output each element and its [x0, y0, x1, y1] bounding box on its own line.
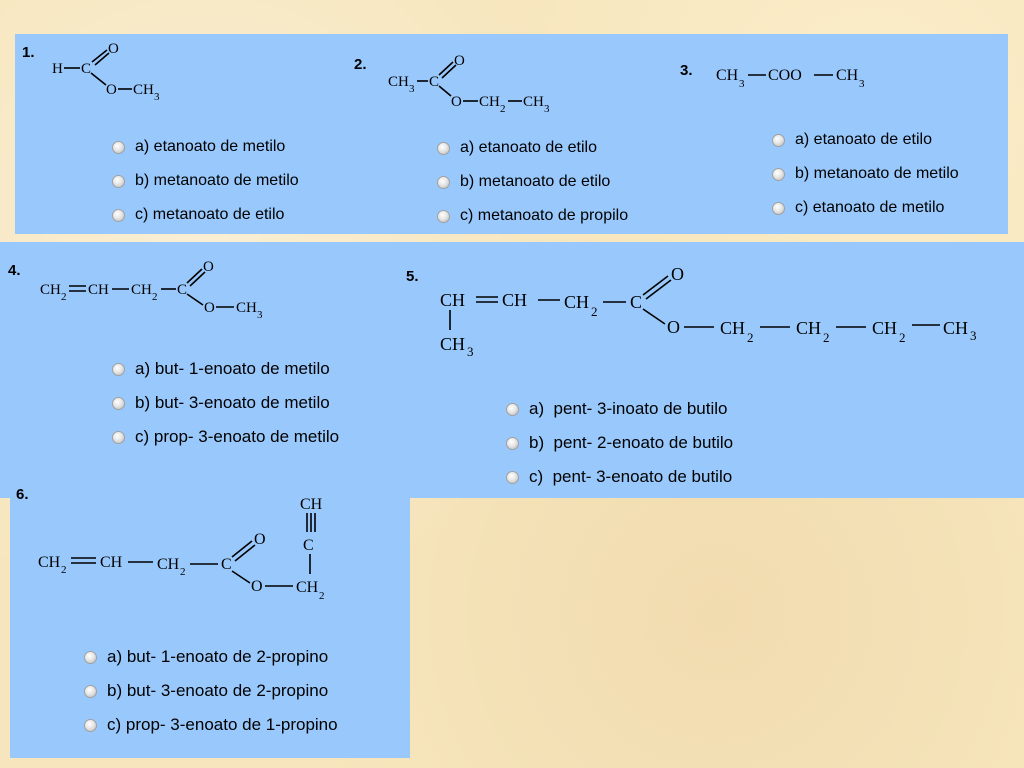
atom-o: O — [667, 317, 680, 337]
atom-ch2-d: CH — [872, 318, 898, 338]
option-label: c) metanoato de etilo — [135, 206, 285, 223]
atom-ch-a: CH — [440, 290, 466, 310]
subscript-2: 2 — [61, 564, 67, 576]
options-q1 — [112, 130, 299, 232]
option-label: c) metanoato de propilo — [460, 207, 629, 224]
radio-button[interactable] — [112, 209, 125, 222]
atom-ch2: CH — [479, 94, 500, 110]
atom-ch: CH — [88, 282, 109, 298]
atom-ch3: CH — [716, 67, 739, 84]
structure-q4 — [40, 256, 280, 326]
option-q1-b[interactable] — [112, 164, 299, 198]
atom-o: O — [106, 82, 117, 98]
subscript-3: 3 — [257, 309, 263, 321]
atom-o: O — [204, 300, 215, 316]
options-q6 — [84, 640, 338, 742]
radio-button[interactable] — [772, 202, 785, 215]
structure-q6 — [38, 494, 348, 614]
subscript-3: 3 — [859, 78, 865, 90]
structure-q1 — [50, 40, 180, 110]
atom-ch3: CH — [133, 82, 154, 98]
atom-ch3-end: CH — [523, 94, 544, 110]
atom-c: C — [429, 74, 440, 90]
atom-o-double: O — [108, 41, 119, 57]
options-q2 — [437, 131, 628, 233]
option-q4-c[interactable] — [112, 420, 339, 454]
subscript-2: 2 — [747, 330, 754, 345]
option-label: b) metanoato de metilo — [135, 172, 299, 189]
radio-button[interactable] — [84, 685, 97, 698]
option-label: c) etanoato de metilo — [795, 199, 945, 216]
atom-ch2-c: CH — [296, 579, 319, 596]
option-label: b) but- 3-enoato de 2-propino — [107, 681, 329, 700]
option-q3-a[interactable] — [772, 123, 959, 157]
subscript-2: 2 — [319, 590, 325, 602]
atom-h: H — [52, 61, 63, 77]
option-label: a) etanoato de etilo — [795, 131, 932, 148]
subscript-3: 3 — [409, 83, 415, 95]
radio-button[interactable] — [437, 176, 450, 189]
atom-ch: CH — [100, 554, 123, 571]
atom-ch2: CH — [40, 282, 61, 298]
options-q4 — [112, 352, 339, 454]
subscript-2: 2 — [500, 103, 506, 115]
option-q6-c[interactable] — [84, 708, 338, 742]
atom-ch3: CH — [388, 74, 409, 90]
option-label: b) but- 3-enoato de metilo — [135, 393, 330, 412]
atom-ch3: CH — [236, 300, 257, 316]
radio-button[interactable] — [437, 142, 450, 155]
subscript-2: 2 — [61, 291, 67, 303]
atom-o-double: O — [454, 53, 465, 69]
radio-button[interactable] — [772, 134, 785, 147]
atom-c: C — [221, 556, 232, 573]
radio-button[interactable] — [772, 168, 785, 181]
question-number-5: 5. — [406, 268, 419, 285]
atom-c: C — [630, 292, 643, 312]
subscript-2: 2 — [152, 291, 158, 303]
atom-ch2-a: CH — [564, 292, 590, 312]
radio-button[interactable] — [112, 175, 125, 188]
atom-c: C — [177, 282, 188, 298]
subscript-3: 3 — [739, 78, 745, 90]
structure-q3 — [716, 60, 886, 94]
question-number-2: 2. — [354, 56, 367, 73]
option-q1-a[interactable] — [112, 130, 299, 164]
question-number-4: 4. — [8, 262, 21, 279]
atom-o: O — [451, 94, 462, 110]
option-q5-c[interactable] — [506, 460, 733, 494]
option-label: b) pent- 2-enoato de butilo — [529, 433, 734, 452]
question-number-3: 3. — [680, 62, 693, 79]
option-q3-b[interactable] — [772, 157, 959, 191]
subscript-3: 3 — [544, 103, 550, 115]
options-q5 — [506, 392, 733, 494]
subscript-3: 3 — [154, 91, 160, 103]
options-q3 — [772, 123, 959, 225]
structure-q2 — [386, 52, 566, 118]
atom-ch2-c: CH — [796, 318, 822, 338]
atom-o-double: O — [254, 531, 266, 548]
radio-button[interactable] — [112, 397, 125, 410]
atom-o-double: O — [203, 259, 214, 275]
radio-button[interactable] — [112, 363, 125, 376]
atom-ch3: CH — [943, 318, 969, 338]
option-q5-b[interactable] — [506, 426, 733, 460]
atom-coo: COO — [768, 67, 802, 84]
atom-ch-top: CH — [300, 496, 323, 513]
atom-ch2-b: CH — [720, 318, 746, 338]
radio-button[interactable] — [437, 210, 450, 223]
atom-o-double: O — [671, 264, 684, 284]
atom-o: O — [251, 578, 263, 595]
subscript-2: 2 — [180, 566, 186, 578]
subscript-2: 2 — [823, 330, 830, 345]
option-label: b) metanoato de metilo — [795, 165, 959, 182]
atom-ch3-end: CH — [836, 67, 859, 84]
subscript-3: 3 — [970, 328, 977, 343]
atom-ch3-branch: CH — [440, 334, 466, 354]
radio-button[interactable] — [506, 403, 519, 416]
option-label: a) pent- 3-inoato de butilo — [529, 399, 728, 418]
atom-ch2-a: CH — [38, 554, 61, 571]
atom-ch2-middle: CH — [131, 282, 152, 298]
radio-button[interactable] — [112, 431, 125, 444]
option-label: c) prop- 3-enoato de metilo — [135, 427, 340, 446]
option-label: c) pent- 3-enoato de butilo — [529, 467, 733, 486]
option-q2-c[interactable] — [437, 199, 628, 233]
atom-c: C — [81, 61, 92, 77]
option-label: a) but- 1-enoato de metilo — [135, 359, 330, 378]
option-label: b) metanoato de etilo — [460, 173, 611, 190]
option-label: a) but- 1-enoato de 2-propino — [107, 647, 329, 666]
radio-button[interactable] — [112, 141, 125, 154]
atom-ch-b: CH — [502, 290, 528, 310]
option-q6-b[interactable] — [84, 674, 338, 708]
radio-button[interactable] — [506, 471, 519, 484]
radio-button[interactable] — [84, 719, 97, 732]
structure-q5 — [440, 262, 1000, 362]
option-q1-c[interactable] — [112, 198, 299, 232]
question-number-1: 1. — [22, 44, 35, 61]
atom-c-upper: C — [303, 537, 314, 554]
option-label: c) prop- 3-enoato de 1-propino — [107, 715, 338, 734]
option-q2-b[interactable] — [437, 165, 628, 199]
option-q6-a[interactable] — [84, 640, 338, 674]
option-q3-c[interactable] — [772, 191, 959, 225]
subscript-3: 3 — [467, 344, 474, 359]
radio-button[interactable] — [84, 651, 97, 664]
atom-ch2-b: CH — [157, 556, 180, 573]
option-q5-a[interactable] — [506, 392, 733, 426]
option-q4-b[interactable] — [112, 386, 339, 420]
question-number-6: 6. — [16, 486, 29, 503]
option-label: a) etanoato de metilo — [135, 138, 286, 155]
radio-button[interactable] — [506, 437, 519, 450]
subscript-2: 2 — [899, 330, 906, 345]
option-q4-a[interactable] — [112, 352, 339, 386]
option-label: a) etanoato de etilo — [460, 139, 597, 156]
option-q2-a[interactable] — [437, 131, 628, 165]
subscript-2: 2 — [591, 304, 598, 319]
